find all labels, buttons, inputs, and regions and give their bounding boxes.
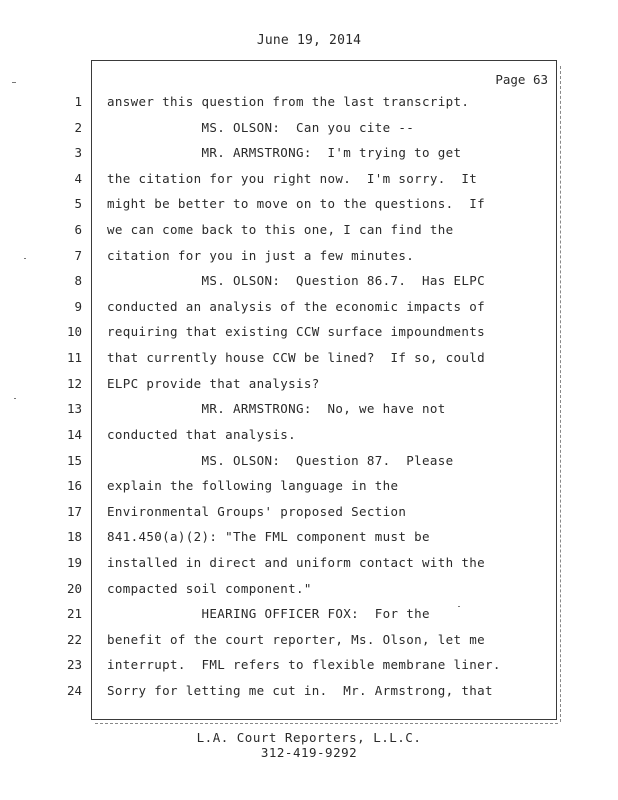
line-number: 3 — [74, 145, 82, 160]
line-number: 24 — [66, 683, 82, 698]
header-date: June 19, 2014 — [256, 33, 362, 48]
line-number: 13 — [66, 401, 82, 416]
line-text: MS. OLSON: Question 87. Please — [107, 453, 454, 468]
page-number: Page 63 — [495, 72, 548, 87]
frame-bottom-shadow — [95, 721, 558, 724]
line-number: 11 — [66, 350, 82, 365]
footer-company: L.A. Court Reporters, L.L.C. — [196, 730, 422, 745]
line-number: 14 — [66, 427, 82, 442]
line-number: 23 — [66, 657, 82, 672]
line-number: 19 — [66, 555, 82, 570]
line-text: Environmental Groups' proposed Section — [107, 504, 407, 519]
scan-speck — [12, 82, 16, 83]
line-number: 6 — [74, 222, 82, 237]
line-number: 8 — [74, 273, 82, 288]
line-number: 10 — [66, 324, 82, 339]
line-text: MR. ARMSTRONG: I'm trying to get — [107, 145, 462, 160]
line-number: 20 — [66, 581, 82, 596]
scan-speck — [14, 398, 16, 399]
line-number: 4 — [74, 171, 82, 186]
line-text: compacted soil component." — [107, 581, 312, 596]
line-text: 841.450(a)(2): "The FML component must be — [107, 529, 430, 544]
line-number: 7 — [74, 248, 82, 263]
line-text: might be better to move on to the questions. If — [107, 196, 486, 211]
line-text: answer this question from the last transcript. — [107, 94, 470, 109]
line-text: we can come back to this one, I can find the — [107, 222, 454, 237]
line-text: requiring that existing CCW surface impoundments — [107, 324, 486, 339]
line-text: MS. OLSON: Can you cite -- — [107, 120, 415, 135]
footer-phone: 312-419-9292 — [260, 745, 358, 760]
line-text: MS. OLSON: Question 86.7. Has ELPC — [107, 273, 486, 288]
line-text: conducted that analysis. — [107, 427, 297, 442]
scan-speck — [458, 606, 460, 607]
line-text: interrupt. FML refers to flexible membrane liner. — [107, 657, 501, 672]
line-text: ELPC provide that analysis? — [107, 376, 320, 391]
line-number: 2 — [74, 120, 82, 135]
line-number: 17 — [66, 504, 82, 519]
line-text: benefit of the court reporter, Ms. Olson, let me — [107, 632, 486, 647]
line-text: the citation for you right now. I'm sorry. It — [107, 171, 478, 186]
line-number: 21 — [66, 606, 82, 621]
scan-speck — [24, 258, 26, 259]
line-number: 15 — [66, 453, 82, 468]
line-number: 1 — [74, 94, 82, 109]
line-text: citation for you in just a few minutes. — [107, 248, 415, 263]
line-number: 16 — [66, 478, 82, 493]
line-number: 5 — [74, 196, 82, 211]
line-number: 12 — [66, 376, 82, 391]
line-number: 22 — [66, 632, 82, 647]
line-text: Sorry for letting me cut in. Mr. Armstrong, that — [107, 683, 493, 698]
line-number: 9 — [74, 299, 82, 314]
line-text: explain the following language in the — [107, 478, 399, 493]
line-text: installed in direct and uniform contact with the — [107, 555, 486, 570]
line-text: HEARING OFFICER FOX: For the — [107, 606, 430, 621]
frame-right-shadow — [556, 66, 561, 722]
line-text: that currently house CCW be lined? If so, could — [107, 350, 486, 365]
line-number: 18 — [66, 529, 82, 544]
line-text: conducted an analysis of the economic impacts of — [107, 299, 486, 314]
line-text: MR. ARMSTRONG: No, we have not — [107, 401, 446, 416]
